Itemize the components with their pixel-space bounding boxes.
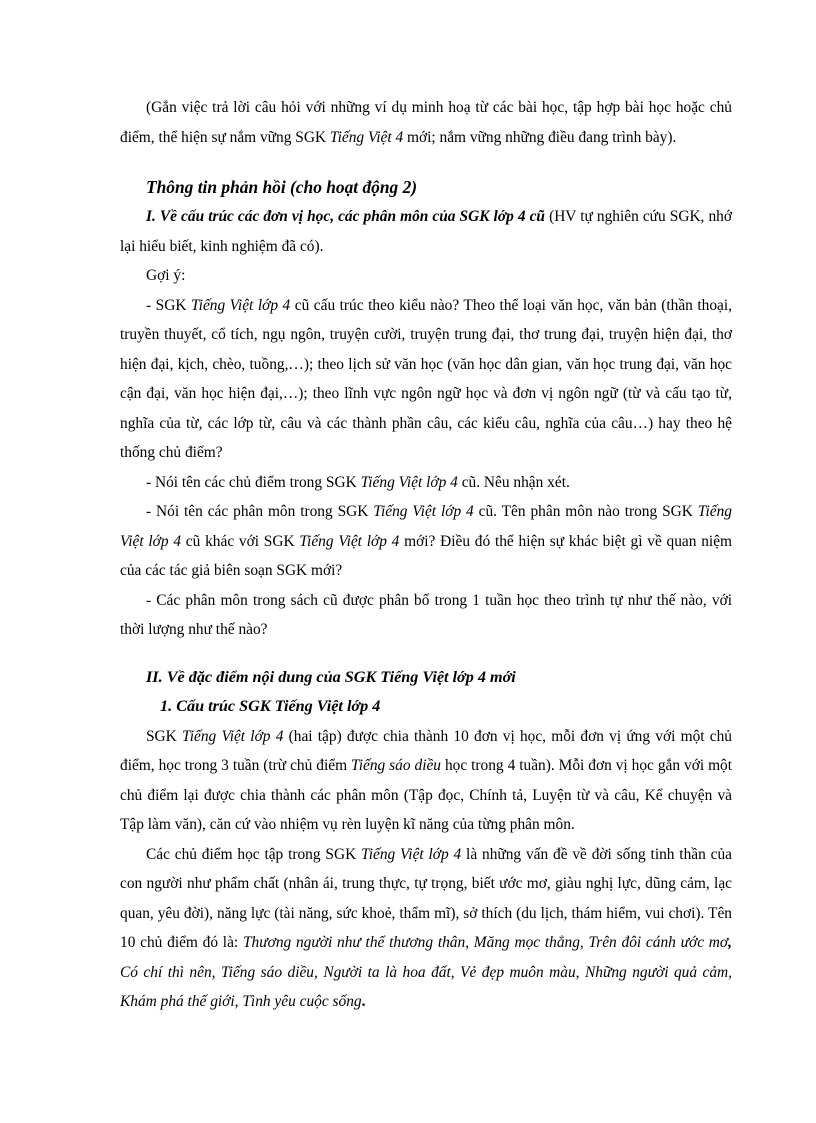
text-run: SGK [146,727,183,745]
text-run: là những vấn đề về đời sống tinh thần của con người như phẩm chất (nhân ái, trung thực, tự trọng, biết ước mơ, giàu nghị lực, dũng cảm, lạc quan, yêu đời), năng lực (tài năng, sức khoẻ, thẩm mĩ), sở thích (du lịch, thám hiểm, vui chơi). Tên 10 chủ điểm đó là: [120,845,732,951]
text-run: , [728,934,732,951]
text-run: . [361,993,366,1010]
text-run: - SGK [146,296,191,314]
text-run: cũ cấu trúc theo kiểu nào? Theo thể loại văn học, văn bản (thần thoại, truyền thuyết, cổ tích, ngụ ngôn, truyện cười, truyện trung đại, thơ trung đại, truyện hiện đại, thơ hiện đại, kịch, chèo, tuồng,…); theo lịch sử văn học (văn học dân gian, văn học trung đại, văn học cận đại, văn học hiện đại,…); theo lĩnh vực ngôn ngữ học và đơn vị ngôn ngữ (từ và cấu tạo từ, nghĩa của từ, các lớp từ, câu và các thành phần câu, các kiểu câu, nghĩa của câu…) hay theo hệ thống chủ điểm? [120,296,733,461]
hint-label: Gợi ý: [146,267,186,284]
section1-heading-paragraph [120,202,732,261]
text-run: mới? Điều đó thể hiện sự khác biệt gì về quan niệm của các tác giả biên soạn SGK mới? [120,532,733,579]
structure-paragraph [120,722,732,840]
topic-list: Có chí thì nên, Tiếng sáo diều, Người ta là hoa đất, Vẻ đẹp muôn màu, Những người quả cảm, Khám phá thế giới, Tình yêu cuộc sống [120,963,732,1010]
text-run: cũ. Nêu nhận xét. [457,473,570,491]
text-run: cũ khác với SGK [181,532,300,550]
text-run: - Nói tên các phân môn trong SGK [146,503,374,520]
subsection-heading: 1. Cấu trúc SGK Tiếng Việt lớp 4 [160,697,381,715]
text-run: học trong 4 tuần). Mỗi đơn vị học gắn với một chủ điểm lại được chia thành các phân môn (Tập đọc, Chính tả, Luyện từ và câu, Kể chuyện và Tập làm văn), căn cứ vào nhiệm vụ rèn luyện kĩ năng của từng phân môn. [120,757,733,833]
book-title: Tiếng Việt lớp 4 [120,503,732,550]
topic-name: Măng mọc thẳng, Trên đôi cánh ước mơ [473,934,729,951]
topics-paragraph [120,840,732,1017]
book-title: Tiếng Việt lớp 4 [360,473,458,491]
topic-name: Tiếng sáo diều [351,757,442,774]
book-title: Tiếng Việt lớp 4 [182,727,284,745]
bullet-4: - Các phân môn trong sách cũ được phân bố trong 1 tuần học theo trình tự như thế nào, với thời lượng như thế nào? [120,591,732,638]
text-run: (HV tự nghiên cứu SGK, nhớ lại hiểu biết, kinh nghiệm đã có). [120,208,733,255]
text-run: mới; nắm vững những điều đang trình bày). [403,128,677,146]
text-run: cũ. Tên phân môn nào trong SGK [473,503,698,520]
text-run: - Nói tên các chủ điểm trong SGK [146,473,361,491]
intro-paragraph [120,93,732,152]
text-run: Các chủ điểm học tập trong SGK [146,845,362,863]
topic-name: Thương người như thể thương thân [242,934,466,951]
text-run: (Gắn việc trả lời câu hỏi với những ví dụ minh hoạ từ các bài học, tập hợp bài học hoặc chủ điểm, thể hiện sự nắm vững SGK [120,99,732,146]
bullet-1 [120,291,732,468]
book-title: Tiếng Việt lớp 4 [190,296,291,314]
bullet-3 [120,497,732,586]
book-title: Tiếng Việt 4 [329,128,404,146]
bullet-2 [120,468,732,498]
book-title: Tiếng Việt lớp 4 [299,532,400,550]
section2-heading: II. Về đặc điểm nội dung của SGK Tiếng Việt lớp 4 mới [146,667,516,686]
feedback-heading: Thông tin phản hồi (cho hoạt động 2) [146,177,418,197]
section1-heading: I. Về cấu trúc các đơn vị học, các phân môn của SGK lớp 4 cũ [146,208,545,225]
text-run: (hai tập) được chia thành 10 đơn vị học, mỗi đơn vị ứng với một chủ điểm, học trong 3 tuần (trừ chủ điểm [120,727,732,774]
book-title: Tiếng Việt lớp 4 [361,845,462,863]
document-page [120,93,732,1017]
text-run: , [465,934,474,951]
book-title: Tiếng Việt lớp 4 [373,503,474,520]
